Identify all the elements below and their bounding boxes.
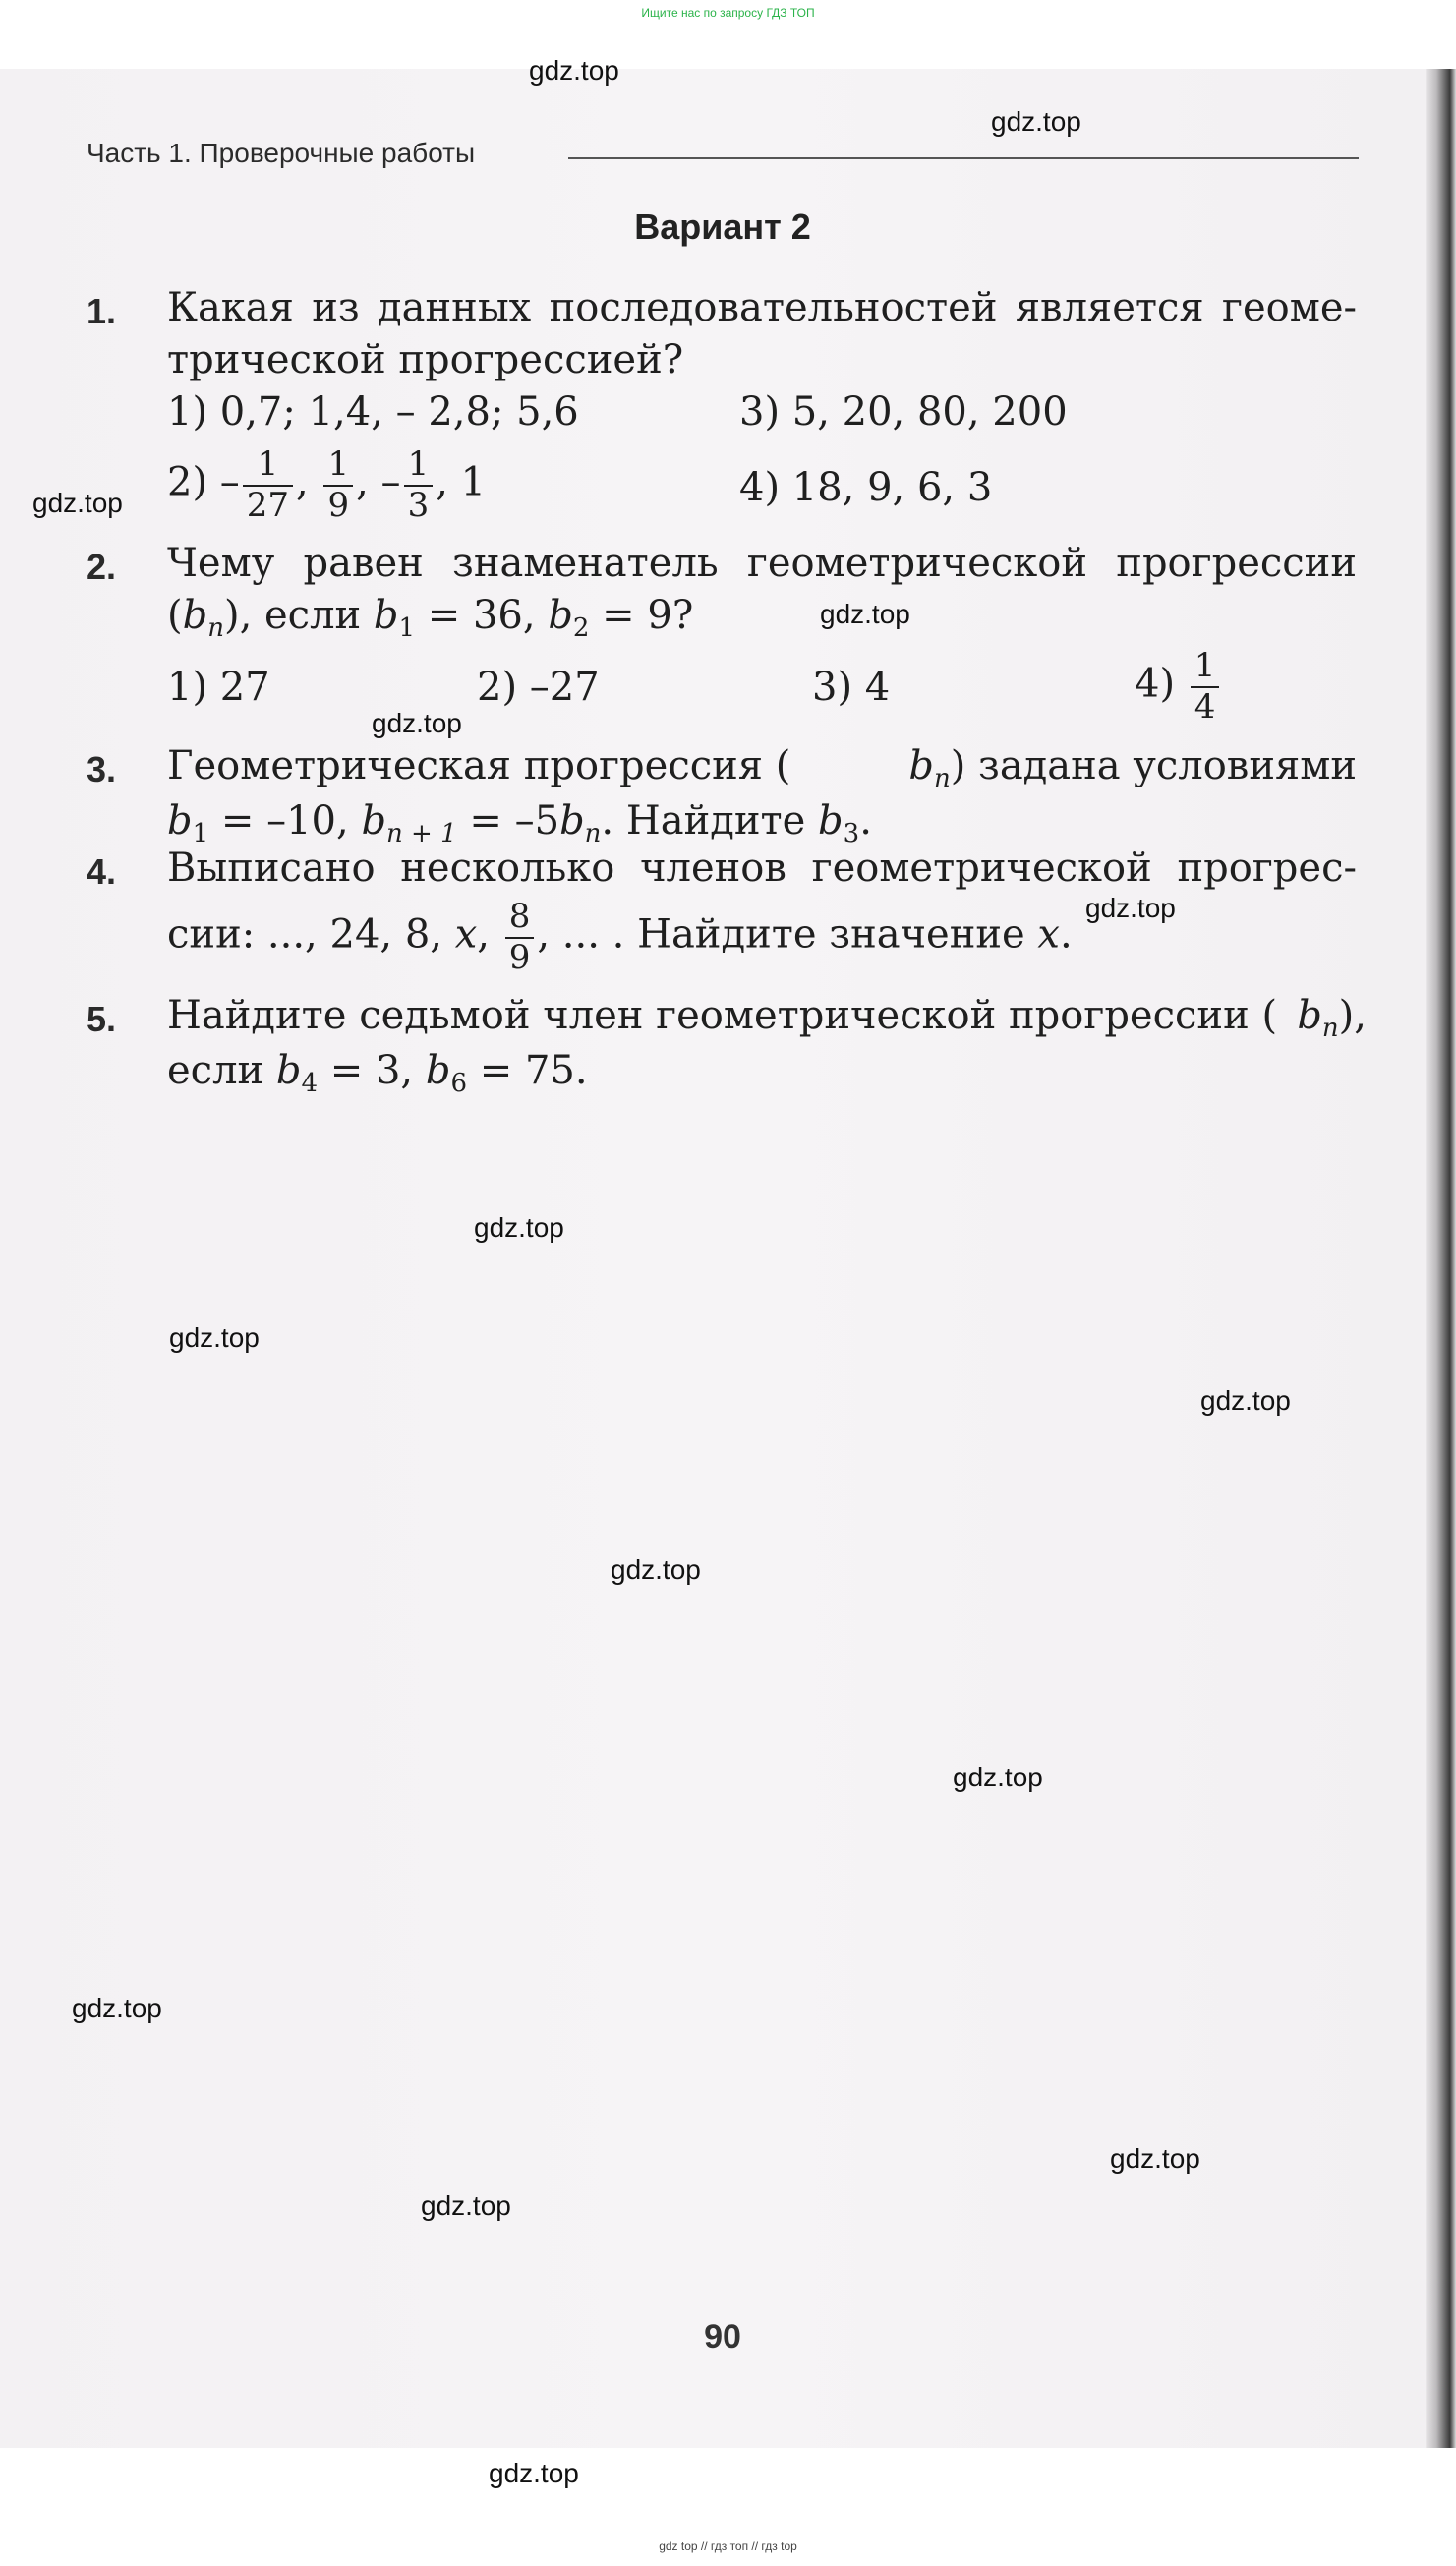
question-1-option-2: 2) – $\frac{1}{27}$ , $\frac{1}{9}$ , – $\frac{1}{3}$ , 1	[167, 444, 487, 525]
question-5-number: 5.	[87, 999, 117, 1039]
watermark: gdz.top	[169, 1322, 260, 1353]
question-1-option-1: 1) 0,7; 1,4, – 2,8; 5,6	[167, 389, 579, 435]
question-1-option-3: 3) 5, 20, 80, 200	[739, 389, 1068, 435]
question-3-text-line-2: $b_1 = -10$, $b_{n + 1} = -5b_n$. Найдите $b_3$.	[167, 798, 872, 848]
question-3-number: 3.	[87, 749, 117, 789]
variant-title: Вариант 2	[634, 206, 811, 247]
watermark: gdz.top	[991, 106, 1081, 137]
question-3-text-line-1: Геометрическая прогрессия ( $b_n$) задана условиями	[167, 743, 1357, 793]
top-banner[interactable]: Ищите нас по запросу ГДЗ ТОП	[641, 6, 815, 20]
fraction-1-4: $\frac{1}{4}$	[1191, 649, 1220, 725]
watermark: gdz.top	[421, 2190, 511, 2221]
book-spine-shadow	[1426, 69, 1456, 2448]
watermark: gdz.top	[72, 1993, 162, 2023]
bottom-banner[interactable]: gdz top // гдз топ // гдз top	[659, 2539, 797, 2553]
watermark: gdz.top	[1200, 1385, 1291, 1416]
question-2-option-3: 3) 4	[812, 665, 891, 710]
header-rule	[568, 157, 1359, 159]
question-4-text-line-1: Выписано несколько членов геометрической прогрес-	[167, 846, 1357, 891]
question-4-number: 4.	[87, 851, 117, 892]
running-head: Часть 1. Проверочные работы	[87, 138, 476, 168]
question-2-text-line-2: $(b_n)$, если $b_1 = 36$, $b_2 = 9$?	[167, 593, 694, 643]
question-2-option-1: 1) 27	[167, 665, 270, 710]
question-2-option-4: 4) $\frac{1}{4}$	[1135, 649, 1222, 725]
question-2-option-2: 2) –27	[477, 665, 600, 710]
watermark: gdz.top	[372, 708, 462, 738]
watermark: gdz.top	[529, 55, 619, 86]
fraction-8-9: $\frac{8}{9}$	[505, 900, 535, 975]
question-5-text-line-1: Найдите седьмой член геометрической прогрессии ( $b_n$),	[167, 993, 1367, 1043]
watermark: gdz.top	[489, 2458, 579, 2488]
watermark: gdz.top	[474, 1212, 564, 1243]
fraction-1-9: $\frac{1}{9}$	[323, 447, 353, 523]
watermark: gdz.top	[820, 599, 910, 629]
question-4-text-line-2: сии: ..., 24, 8, x, $\frac{8}{9}$ , ... . Найдите значение x.	[167, 897, 1073, 977]
watermark: gdz.top	[611, 1554, 701, 1585]
question-2-text-line-1: Чему равен знаменатель геометрической прогрессии	[167, 541, 1357, 586]
question-1-text-line-2: трической прогрессией?	[167, 337, 684, 382]
fraction-1-3: $\frac{1}{3}$	[404, 447, 434, 523]
watermark: gdz.top	[32, 488, 123, 518]
question-2-number: 2.	[87, 547, 117, 587]
page-number: 90	[704, 2318, 741, 2356]
watermark: gdz.top	[1085, 893, 1176, 923]
question-1-number: 1.	[87, 291, 117, 331]
watermark: gdz.top	[953, 1762, 1043, 1792]
watermark: gdz.top	[1110, 2143, 1200, 2174]
question-1-option-4: 4) 18, 9, 6, 3	[739, 465, 993, 510]
fraction-1-27: $\frac{1}{27}$	[243, 447, 293, 523]
question-1-text-line-1: Какая из данных последовательностей является геоме-	[167, 285, 1357, 330]
question-5-text-line-2: если $b_4 = 3$, $b_6 = 75$.	[167, 1048, 588, 1098]
